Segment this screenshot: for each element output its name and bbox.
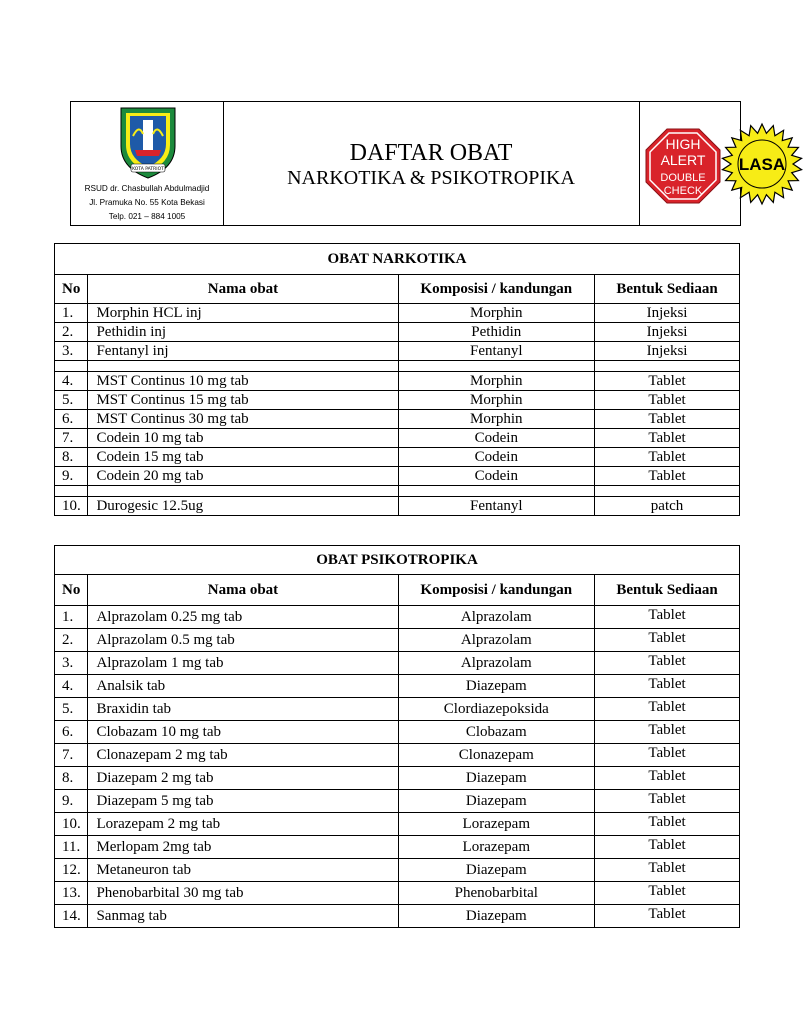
drug-name: Lorazepam 2 mg tab: [88, 813, 398, 836]
badge-lasa-text: LASA: [738, 155, 786, 174]
drug-name: Codein 15 mg tab: [88, 448, 398, 467]
badge-alert-text: ALERT: [660, 152, 706, 168]
table-row: [55, 836, 740, 859]
document-header: [70, 101, 786, 226]
drug-name: Fentanyl inj: [88, 342, 398, 361]
warning-badges: [639, 102, 786, 225]
drug-composition: Fentanyl: [398, 497, 595, 516]
table-caption-row: [55, 244, 740, 275]
drug-form: Tablet: [595, 372, 740, 391]
drug-name: Phenobarbital 30 mg tab: [88, 882, 398, 905]
drug-name: Codein 20 mg tab: [88, 467, 398, 486]
drug-composition: Alprazolam: [398, 606, 595, 629]
table-row: [55, 323, 740, 342]
row-number: 14.: [55, 905, 88, 928]
drug-form: Tablet: [595, 698, 740, 721]
drug-form: Tablet: [595, 629, 740, 652]
drug-form: Tablet: [595, 652, 740, 675]
hospital-name: RSUD dr. Chasbullah Abdulmadjid: [84, 184, 210, 193]
separator-cell: [88, 486, 398, 497]
page-subtitle: NARKOTIKA & PSIKOTROPIKA: [287, 167, 575, 189]
separator-cell: [55, 486, 88, 497]
row-number: 4.: [55, 675, 88, 698]
high-alert-badge-icon: [645, 128, 721, 204]
drug-form: Injeksi: [595, 323, 740, 342]
separator-cell: [55, 361, 88, 372]
drug-composition: Lorazepam: [398, 836, 595, 859]
drug-name: Alprazolam 0.25 mg tab: [88, 606, 398, 629]
table-row: [55, 790, 740, 813]
separator-cell: [398, 486, 595, 497]
drug-name: Codein 10 mg tab: [88, 429, 398, 448]
table-row: [55, 813, 740, 836]
drug-name: Sanmag tab: [88, 905, 398, 928]
table-caption-row: [55, 546, 740, 575]
drug-composition: Morphin: [398, 391, 595, 410]
title-block: [223, 102, 640, 225]
drug-name: Diazepam 5 mg tab: [88, 790, 398, 813]
drug-composition: Phenobarbital: [398, 882, 595, 905]
row-number: 10.: [55, 497, 88, 516]
drug-form: Tablet: [595, 767, 740, 790]
column-header-row: [55, 275, 740, 304]
table-row: [55, 767, 740, 790]
row-number: 4.: [55, 372, 88, 391]
table-row: [55, 629, 740, 652]
column-header-form: Bentuk Sediaan: [595, 275, 740, 304]
logo-text: KOTA PATRIOT: [132, 167, 164, 172]
drug-form: Tablet: [595, 721, 740, 744]
table-row: [55, 905, 740, 928]
row-number: 6.: [55, 721, 88, 744]
table-row: [55, 721, 740, 744]
drug-name: Merlopam 2mg tab: [88, 836, 398, 859]
drug-composition: Diazepam: [398, 675, 595, 698]
table-row: [55, 372, 740, 391]
row-number: 12.: [55, 859, 88, 882]
drug-composition: Diazepam: [398, 767, 595, 790]
table-row: [55, 652, 740, 675]
drug-name: Alprazolam 1 mg tab: [88, 652, 398, 675]
drug-form: Injeksi: [595, 342, 740, 361]
table-row: [55, 391, 740, 410]
table-caption: OBAT PSIKOTROPIKA: [55, 546, 740, 575]
row-number: 7.: [55, 429, 88, 448]
row-number: 6.: [55, 410, 88, 429]
lasa-badge-icon: [721, 123, 803, 205]
hospital-phone: Telp. 021 – 884 1005: [108, 212, 186, 221]
separator-cell: [595, 361, 740, 372]
drug-composition: Lorazepam: [398, 813, 595, 836]
drug-composition: Diazepam: [398, 905, 595, 928]
row-number: 2.: [55, 323, 88, 342]
drug-composition: Clobazam: [398, 721, 595, 744]
row-number: 1.: [55, 606, 88, 629]
column-header-no: No: [55, 275, 88, 304]
badge-high-text: HIGH: [665, 136, 701, 152]
drug-name: Alprazolam 0.5 mg tab: [88, 629, 398, 652]
row-number: 2.: [55, 629, 88, 652]
drug-composition: Diazepam: [398, 790, 595, 813]
group-separator-row: [55, 361, 740, 372]
row-number: 3.: [55, 342, 88, 361]
table-row: [55, 859, 740, 882]
badge-double-text: DOUBLE: [660, 172, 706, 184]
table-row: [55, 467, 740, 486]
drug-form: patch: [595, 497, 740, 516]
drug-composition: Alprazolam: [398, 652, 595, 675]
drug-form: Tablet: [595, 836, 740, 859]
drug-composition: Alprazolam: [398, 629, 595, 652]
page-title: DAFTAR OBAT: [349, 140, 513, 166]
group-separator-row: [55, 486, 740, 497]
drug-form: Tablet: [595, 905, 740, 928]
table-row: [55, 429, 740, 448]
column-header-name: Nama obat: [88, 575, 398, 606]
drug-form: Tablet: [595, 882, 740, 905]
drug-composition: Morphin: [398, 304, 595, 323]
drug-name: Braxidin tab: [88, 698, 398, 721]
row-number: 9.: [55, 790, 88, 813]
row-number: 13.: [55, 882, 88, 905]
row-number: 8.: [55, 767, 88, 790]
row-number: 11.: [55, 836, 88, 859]
column-header-no: No: [55, 575, 88, 606]
table-row: [55, 882, 740, 905]
badge-check-text: CHECK: [663, 185, 703, 197]
drug-name: MST Continus 10 mg tab: [88, 372, 398, 391]
drug-form: Tablet: [595, 429, 740, 448]
drug-composition: Codein: [398, 448, 595, 467]
drug-composition: Pethidin: [398, 323, 595, 342]
drug-form: Tablet: [595, 391, 740, 410]
table-caption: OBAT NARKOTIKA: [55, 244, 740, 275]
separator-cell: [398, 361, 595, 372]
drug-form: Injeksi: [595, 304, 740, 323]
row-number: 7.: [55, 744, 88, 767]
row-number: 5.: [55, 391, 88, 410]
separator-cell: [88, 361, 398, 372]
table-row: [55, 342, 740, 361]
drug-form: Tablet: [595, 744, 740, 767]
drug-composition: Clordiazepoksida: [398, 698, 595, 721]
drug-name: Clonazepam 2 mg tab: [88, 744, 398, 767]
drug-form: Tablet: [595, 410, 740, 429]
hospital-address: Jl. Pramuka No. 55 Kota Bekasi: [89, 198, 205, 207]
column-header-composition: Komposisi / kandungan: [398, 275, 595, 304]
drug-composition: Fentanyl: [398, 342, 595, 361]
drug-form: Tablet: [595, 467, 740, 486]
drug-name: Diazepam 2 mg tab: [88, 767, 398, 790]
separator-cell: [595, 486, 740, 497]
drug-composition: Diazepam: [398, 859, 595, 882]
column-header-composition: Komposisi / kandungan: [398, 575, 595, 606]
drug-composition: Codein: [398, 429, 595, 448]
row-number: 8.: [55, 448, 88, 467]
drug-name: Analsik tab: [88, 675, 398, 698]
table-row: [55, 744, 740, 767]
drug-name: MST Continus 30 mg tab: [88, 410, 398, 429]
table-row: [55, 675, 740, 698]
row-number: 9.: [55, 467, 88, 486]
row-number: 1.: [55, 304, 88, 323]
table-row: [55, 410, 740, 429]
psikotropika-table: [54, 545, 740, 928]
table-row: [55, 448, 740, 467]
row-number: 10.: [55, 813, 88, 836]
drug-composition: Clonazepam: [398, 744, 595, 767]
drug-name: MST Continus 15 mg tab: [88, 391, 398, 410]
narkotika-table: [54, 243, 740, 516]
drug-form: Tablet: [595, 859, 740, 882]
row-number: 3.: [55, 652, 88, 675]
drug-form: Tablet: [595, 813, 740, 836]
drug-form: Tablet: [595, 675, 740, 698]
row-number: 5.: [55, 698, 88, 721]
column-header-row: [55, 575, 740, 606]
drug-form: Tablet: [595, 790, 740, 813]
drug-form: Tablet: [595, 448, 740, 467]
table-row: [55, 606, 740, 629]
drug-form: Tablet: [595, 606, 740, 629]
table-row: [55, 497, 740, 516]
drug-composition: Codein: [398, 467, 595, 486]
drug-composition: Morphin: [398, 410, 595, 429]
drug-name: Morphin HCL inj: [88, 304, 398, 323]
table-row: [55, 698, 740, 721]
drug-name: Durogesic 12.5ug: [88, 497, 398, 516]
drug-composition: Morphin: [398, 372, 595, 391]
city-crest-logo: [113, 106, 183, 180]
hospital-info: [71, 102, 224, 225]
table-row: [55, 304, 740, 323]
column-header-form: Bentuk Sediaan: [595, 575, 740, 606]
drug-name: Clobazam 10 mg tab: [88, 721, 398, 744]
drug-name: Pethidin inj: [88, 323, 398, 342]
column-header-name: Nama obat: [88, 275, 398, 304]
drug-name: Metaneuron tab: [88, 859, 398, 882]
